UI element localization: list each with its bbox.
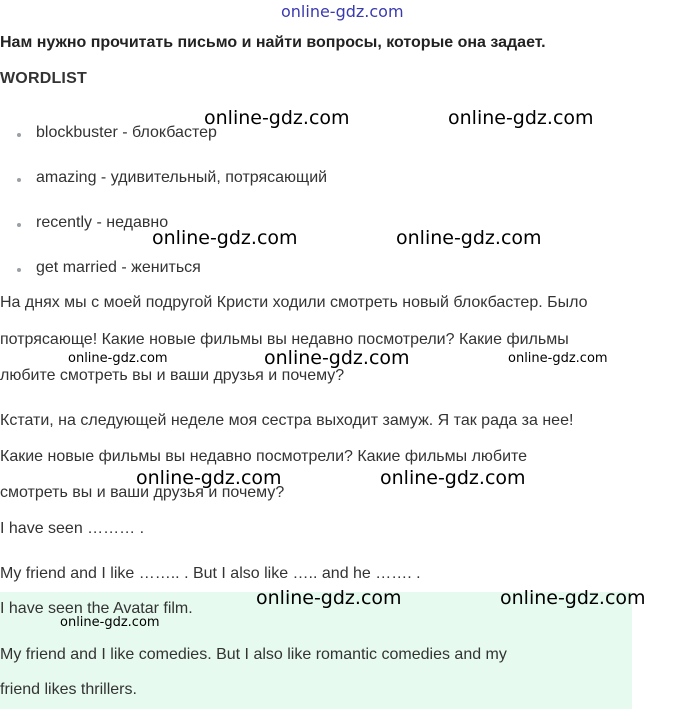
watermark: online-gdz.com xyxy=(380,467,526,489)
bullet-dot xyxy=(17,268,21,272)
list-item-text: blockbuster - блокбастер xyxy=(36,124,217,141)
answer-line: I have seen the Avatar film. xyxy=(0,600,193,617)
question-line: Какие новые фильмы вы недавно посмотрели? Какие фильмы любите xyxy=(0,448,528,465)
watermark: online-gdz.com xyxy=(152,227,298,249)
question-line: смотреть вы и ваши друзья и почему? xyxy=(0,484,285,501)
top-watermark: online-gdz.com xyxy=(281,2,404,21)
wordlist-title: WORDLIST xyxy=(0,70,87,87)
bullet-dot xyxy=(17,223,21,227)
watermark: online-gdz.com xyxy=(500,587,646,609)
watermark: online-gdz.com xyxy=(396,227,542,249)
answer-line: friend likes thrillers. xyxy=(0,681,137,698)
watermark: online-gdz.com xyxy=(68,351,168,366)
letter-line: любите смотреть вы и ваши друзья и почему? xyxy=(0,367,345,384)
list-item-text: recently - недавно xyxy=(36,214,169,231)
letter-line: Кстати, на следующей неделе моя сестра выходит замуж. Я так рада за нее! xyxy=(0,412,574,429)
list-item-text: amazing - удивительный, потрясающий xyxy=(36,169,328,186)
bullet-dot xyxy=(17,133,21,137)
intro-text: Нам нужно прочитать письмо и найти вопросы, которые она задает. xyxy=(0,34,546,51)
letter-line: На днях мы с моей подругой Кристи ходили смотреть новый блокбастер. Было xyxy=(0,294,588,311)
watermark: online-gdz.com xyxy=(204,107,350,129)
watermark: online-gdz.com xyxy=(136,467,282,489)
template-line: My friend and I like …….. . But I also like ….. and he ……. . xyxy=(0,565,421,582)
answer-line: My friend and I like comedies. But I also like romantic comedies and my xyxy=(0,646,507,663)
watermark: online-gdz.com xyxy=(448,107,594,129)
template-line: I have seen ……… . xyxy=(0,520,145,537)
letter-line: потрясающе! Какие новые фильмы вы недавно посмотрели? Какие фильмы xyxy=(0,331,569,348)
watermark: online-gdz.com xyxy=(264,347,410,369)
watermark: online-gdz.com xyxy=(60,615,160,630)
watermark: online-gdz.com xyxy=(256,587,402,609)
watermark: online-gdz.com xyxy=(508,351,608,366)
bullet-dot xyxy=(17,178,21,182)
list-item-text: get married - жениться xyxy=(36,259,201,276)
